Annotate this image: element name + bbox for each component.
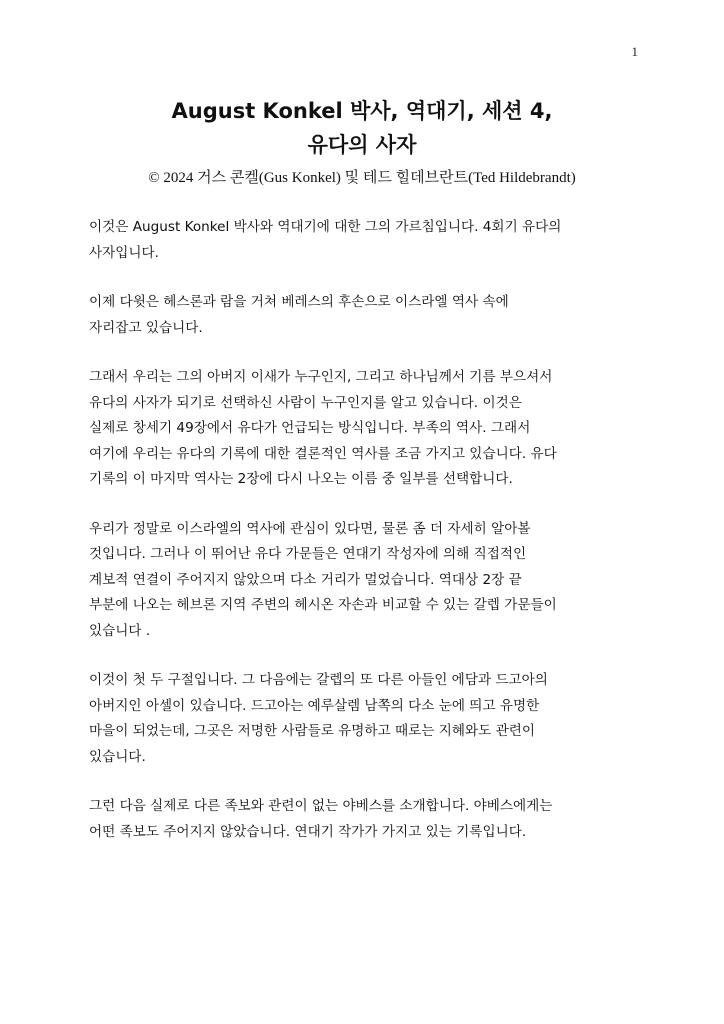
paragraph-1 bbox=[89, 215, 637, 266]
paragraph-5 bbox=[89, 668, 637, 770]
text-line: 계보적 연결이 주어지지 않았으며 다소 거리가 멀었습니다. 역대상 2장 끝 bbox=[89, 571, 522, 588]
text-line: 그래서 우리는 그의 아버지 이새가 누구인지, 그리고 하나님께서 기름 부으셔서 bbox=[89, 369, 553, 385]
title-line-2: 유다의 사자 bbox=[307, 133, 417, 157]
text-line: 있습니다 . bbox=[89, 622, 151, 639]
title-block bbox=[60, 94, 664, 190]
paragraph-3 bbox=[89, 365, 637, 493]
text-line: 이제 다윗은 헤스론과 람을 거쳐 베레스의 후손으로 이스라엘 역사 속에 bbox=[89, 294, 509, 310]
text-line: 그런 다음 실제로 다른 족보와 관련이 없는 야베스를 소개합니다. 야베스에게는 bbox=[89, 798, 553, 814]
body-text bbox=[89, 215, 637, 869]
text-line: 여기에 우리는 유다의 기록에 대한 결론적인 역사를 조금 가지고 있습니다. 유다 bbox=[89, 445, 557, 462]
copyright-notice: © 2024 거스 콘켈(Gus Konkel) 및 테드 힐데브란트(Ted Hildebrandt) bbox=[148, 170, 576, 186]
title-line-1: August Konkel 박사, 역대기, 세션 4, bbox=[171, 99, 553, 123]
paragraph-6 bbox=[89, 794, 637, 845]
paragraph-4 bbox=[89, 517, 637, 645]
text-line: 있습니다. bbox=[89, 748, 146, 765]
text-line: 이것은 August Konkel 박사와 역대기에 대한 그의 가르침입니다. 4회기 유다의 bbox=[89, 219, 562, 235]
text-line: 부분에 나오는 헤브론 지역 주변의 헤시온 자손과 비교할 수 있는 갈렙 가문들이 bbox=[89, 597, 557, 613]
text-line: 마을이 되었는데, 그곳은 저명한 사람들로 유명하고 때로는 지혜와도 관련이 bbox=[89, 723, 535, 739]
paragraph-2 bbox=[89, 290, 637, 341]
text-line: 우리가 정말로 이스라엘의 역사에 관심이 있다면, 물론 좀 더 자세히 알아볼 bbox=[89, 520, 531, 537]
text-line: 것입니다. 그러나 이 뛰어난 유다 가문들은 연대기 작성자에 의해 직접적인 bbox=[89, 546, 527, 562]
text-line: 이것이 첫 두 구절입니다. 그 다음에는 갈렙의 또 다른 아들인 에담과 드고아의 bbox=[89, 672, 548, 688]
text-line: 유다의 사자가 되기로 선택하신 사람이 누구인지를 알고 있습니다. 이것은 bbox=[89, 394, 522, 411]
text-line: 사자입니다. bbox=[89, 244, 159, 261]
page-number: 1 bbox=[631, 44, 638, 59]
text-line: 실제로 창세기 49장에서 유다가 언급되는 방식입니다. 부족의 역사. 그래서 bbox=[89, 420, 531, 436]
text-line: 기록의 이 마지막 역사는 2장에 다시 나오는 이름 중 일부를 선택합니다. bbox=[89, 471, 513, 487]
text-line: 아버지인 아셀이 있습니다. 드고아는 예루살렘 남쪽의 다소 눈에 띄고 유명한 bbox=[89, 697, 540, 714]
text-line: 어떤 족보도 주어지지 않았습니다. 연대기 작가가 가지고 있는 기록입니다. bbox=[89, 823, 527, 840]
text-line: 자리잡고 있습니다. bbox=[89, 319, 203, 336]
